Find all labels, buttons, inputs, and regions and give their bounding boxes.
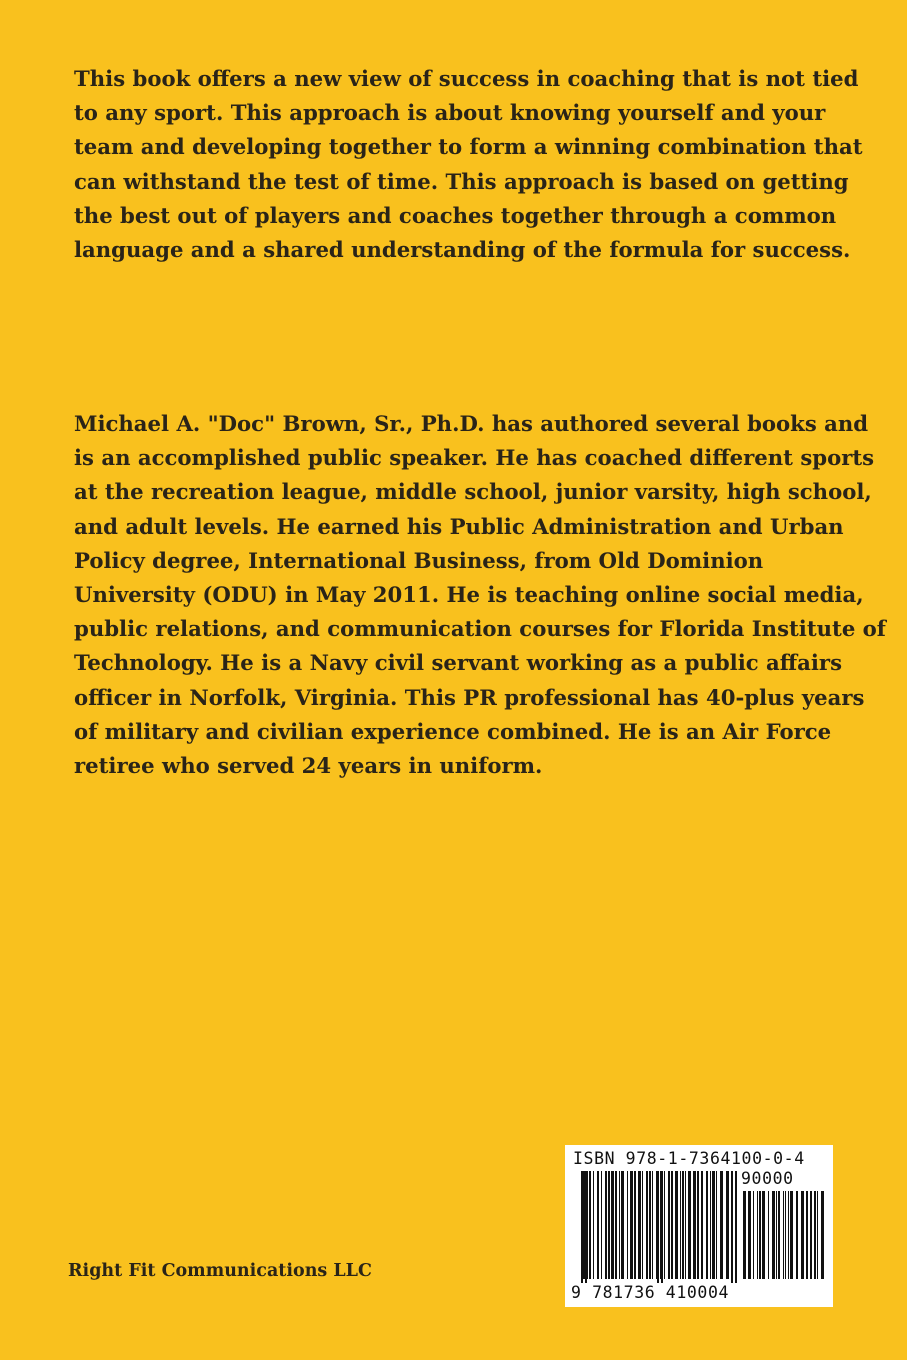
price-addon-code: 90000 <box>741 1169 794 1188</box>
bio-line: Technology. He is a Navy civil servant working as a public affairs <box>74 650 843 676</box>
publisher-name: Right Fit Communications LLC <box>68 1261 372 1281</box>
description-line: the best out of players and coaches together through a common <box>74 202 837 228</box>
bio-line: Michael A. "Doc" Brown, Sr., Ph.D. has authored several books and <box>74 411 869 436</box>
book-description <box>74 62 863 267</box>
bio-line: public relations, and communication courses for Florida Institute of <box>74 616 886 642</box>
bio-line: at the recreation league, middle school, junior varsity, high school, <box>74 479 872 505</box>
bio-line: retiree who served 24 years in uniform. <box>74 753 543 779</box>
author-bio <box>74 407 886 783</box>
bio-line: Policy degree, International Business, from Old Dominion <box>74 547 764 573</box>
bio-line: University (ODU) in May 2011. He is teaching online social media, <box>74 582 864 608</box>
description-line: team and developing together to form a winning combination that <box>74 134 863 160</box>
bio-line: and adult levels. He earned his Public Administration and Urban <box>74 513 844 539</box>
description-line: to any sport. This approach is about knowing yourself and your <box>74 100 826 126</box>
bio-line: officer in Norfolk, Virginia. This PR professional has 40-plus years <box>74 684 865 710</box>
isbn-label: ISBN 978-1-7364100-0-4 <box>573 1149 805 1168</box>
description-line: can withstand the test of time. This approach is based on getting <box>74 168 849 194</box>
description-line: This book offers a new view of success in coaching that is not tied <box>74 66 859 91</box>
bio-line: of military and civilian experience combined. He is an Air Force <box>74 718 832 744</box>
isbn-barcode <box>565 1145 833 1307</box>
barcode-digits: 9 781736 410004 <box>571 1283 730 1302</box>
description-line: language and a shared understanding of the formula for success. <box>74 237 851 263</box>
bio-line: is an accomplished public speaker. He has coached different sports <box>74 445 875 471</box>
